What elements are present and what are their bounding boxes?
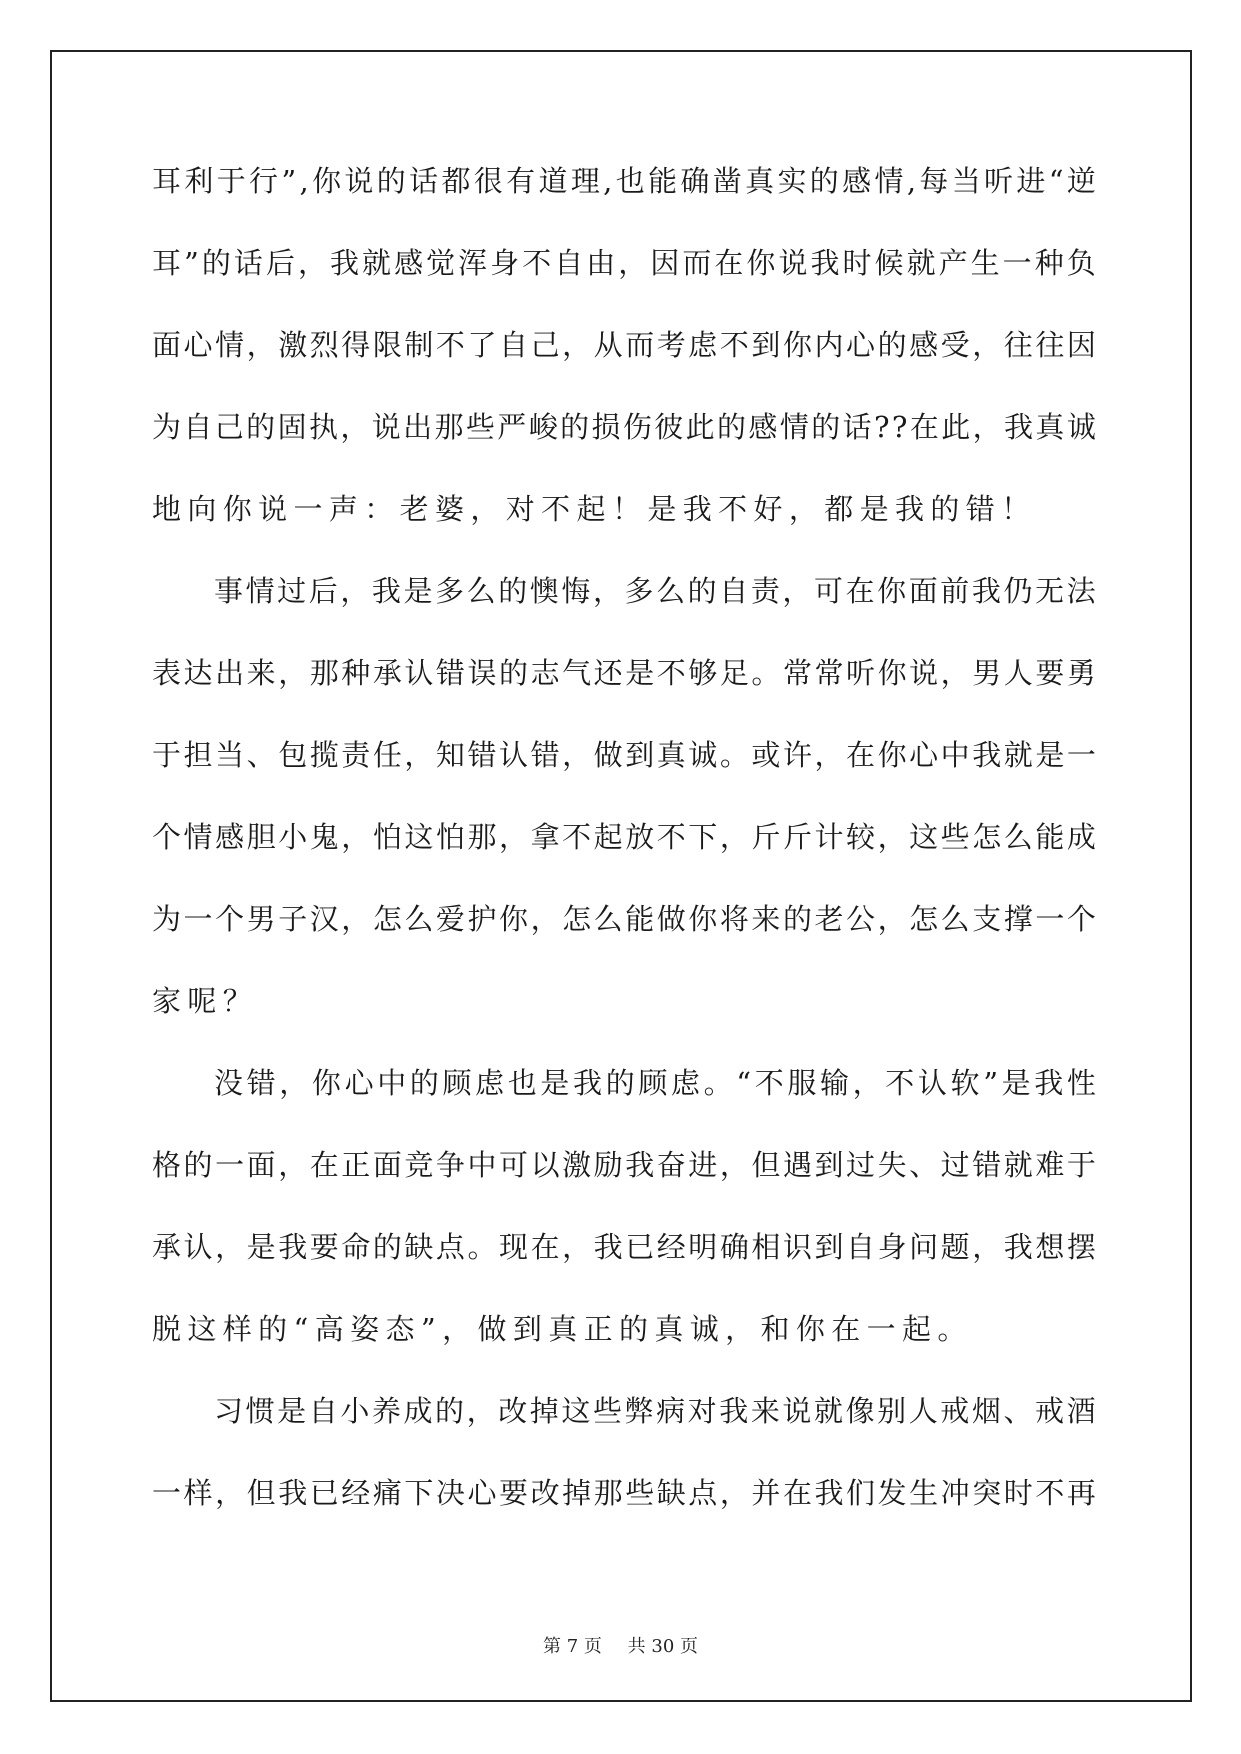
- text-line: 于 担 当 、 包 揽 责 任 ， 知 错 认 错 ， 做 到 真 诚 。 或 许 ， 在 你 心 中 我 就 是 一: [152, 738, 1096, 772]
- text-line: 习 惯 是 自 小 养 成 的 ， 改 掉 这 些 弊 病 对 我 来 说 就 像 别 人 戒 烟 、 戒 酒: [214, 1394, 1096, 1428]
- text-line: 面 心 情 ， 激 烈 得 限 制 不 了 自 己 ， 从 而 考 虑 不 到 你 内 心 的 感 受 ， 往 往 因: [152, 328, 1096, 362]
- text-line: 为 一 个 男 子 汉 ， 怎 么 爱 护 你 ， 怎 么 能 做 你 将 来 的 老 公 ， 怎 么 支 撑 一 个: [152, 902, 1096, 936]
- page-total: 共 30 页: [627, 1636, 698, 1657]
- text-line: 没 错 ， 你 心 中 的 顾 虑 也 是 我 的 顾 虑 。 “ 不 服 输 ， 不 认 软 ” 是 我 性: [214, 1066, 1096, 1100]
- text-line: 耳 利 于 行 ” , 你 说 的 话 都 很 有 道 理 , 也 能 确 凿 真 实 的 感 情 , 每 当 听 进 “ 逆: [152, 164, 1096, 198]
- text-line: 表 达 出 来 ， 那 种 承 认 错 误 的 志 气 还 是 不 够 足 。 常 常 听 你 说 ， 男 人 要 勇: [152, 656, 1096, 690]
- text-line: 耳 ” 的 话 后 ， 我 就 感 觉 浑 身 不 自 由 ， 因 而 在 你 说 我 时 候 就 产 生 一 种 负: [152, 246, 1096, 280]
- text-line: 家呢？: [152, 984, 259, 1018]
- page-footer: [0, 1632, 1241, 1658]
- text-line: 脱这样的“高姿态”，做到真正的真诚，和你在一起。: [152, 1312, 973, 1346]
- text-line: 为 自 己 的 固 执 ， 说 出 那 些 严 峻 的 损 伤 彼 此 的 感 情 的 话 ? ? 在 此 ， 我 真 诚: [152, 410, 1096, 444]
- text-line: 个 情 感 胆 小 鬼 ， 怕 这 怕 那 ， 拿 不 起 放 不 下 ， 斤 斤 计 较 ， 这 些 怎 么 能 成: [152, 820, 1096, 854]
- text-line: 地向你说一声：老婆，对不起！是我不好，都是我的错！: [152, 492, 1037, 526]
- page-number: 第 7 页: [543, 1636, 602, 1657]
- text-line: 格 的 一 面 ， 在 正 面 竞 争 中 可 以 激 励 我 奋 进 ， 但 遇 到 过 失 、 过 错 就 难 于: [152, 1148, 1096, 1182]
- text-line: 一 样 ， 但 我 已 经 痛 下 决 心 要 改 掉 那 些 缺 点 ， 并 在 我 们 发 生 冲 突 时 不 再: [152, 1476, 1096, 1510]
- document-body: [152, 163, 1096, 1557]
- text-line: 承 认 ， 是 我 要 命 的 缺 点 。 现 在 ， 我 已 经 明 确 相 识 到 自 身 问 题 ， 我 想 摆: [152, 1230, 1096, 1264]
- text-line: 事 情 过 后 ， 我 是 多 么 的 懊 悔 ， 多 么 的 自 责 ， 可 在 你 面 前 我 仍 无 法: [214, 574, 1096, 608]
